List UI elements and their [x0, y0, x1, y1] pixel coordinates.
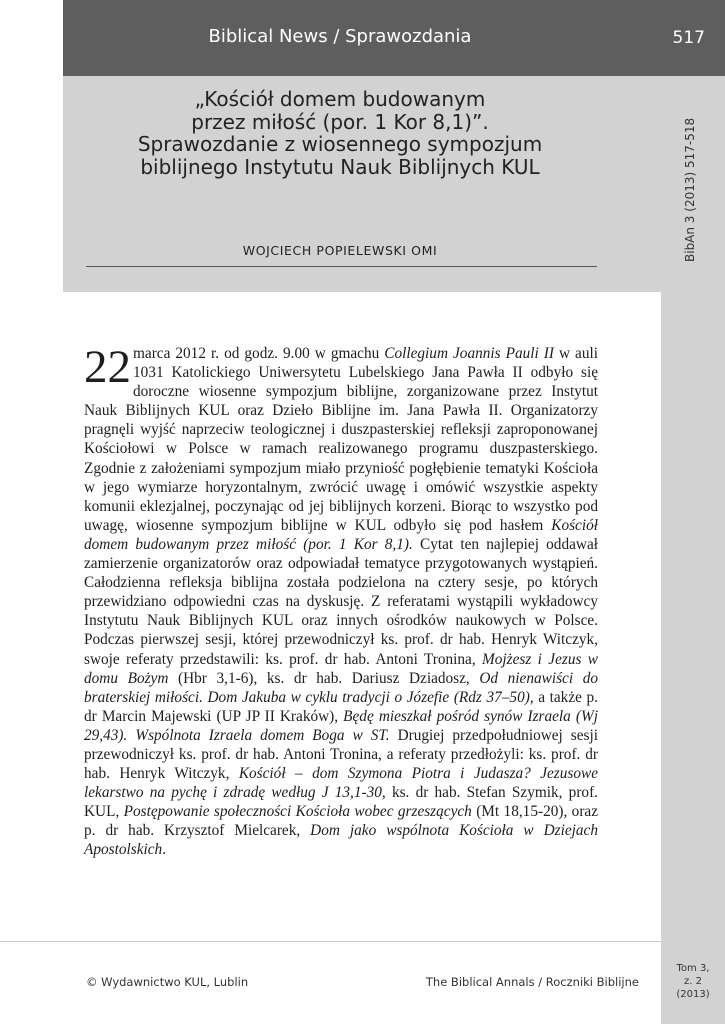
body-text-run: Cytat ten najlepiej oddawał zamierzenie organizatorów oraz odpowiadał tematyce przygotowanych wystąpień. Całodzienna refleksja biblijna została podzielona na cztery sesje, po których przewidziano odpowiedni czas na dyskusję. Z referatami wystąpili wykładowcy Instytutu Nauk Biblijnych KUL oraz innych ośrodków naukowych w Polsce. Podczas pierwszej sesji, której przewodniczył ks. prof. dr hab. Henryk Witczyk, swoje referaty przedstawili: ks. prof. dr hab. Antoni Tronina,	[84, 535, 598, 668]
title-line: przez miłość (por. 1 Kor 8,1)”.	[191, 109, 489, 134]
body-paragraph	[84, 341, 599, 860]
body-text-run: marca 2012 r. od godz. 9.00 w gmachu	[133, 345, 385, 362]
side-strip	[661, 292, 725, 1024]
issue-line: (2013)	[676, 989, 710, 1000]
footer-journal: The Biblical Annals / Roczniki Biblijne	[425, 975, 639, 989]
body-text-run: ks. dr hab. Stefan Szymik, prof. KUL,	[84, 784, 598, 821]
italic-text: Kościół domem budowanym przez miłość (por. 1 Kor 8,1).	[84, 516, 598, 553]
body-text-run: , a także p. dr Marcin Majewski (UP JP II Kraków),	[84, 688, 598, 725]
footer-divider	[0, 941, 661, 942]
italic-text: Collegium Joannis Pauli II	[384, 345, 554, 362]
italic-text: Postępowanie społeczności Kościoła wobec grzeszących	[123, 803, 472, 821]
article-author: WOJCIECH POPIELEWSKI OMI	[242, 243, 438, 258]
article-title	[63, 88, 617, 178]
title-divider	[86, 266, 597, 267]
footer-publisher: © Wydawnictwo KUL, Lublin	[86, 975, 249, 989]
italic-text: Od nienawiści do braterskiej miłości. Dom Jakuba w cyklu tradycji o Józefie (Rdz 37–50)	[84, 669, 598, 706]
body-text-run: (Hbr 3,1-6), ks. dr hab. Dariusz Dziadosz,	[168, 669, 480, 687]
italic-text: Będę mieszkał pośród synów Izraela (Wj 29,43). Wspólnota Izraela domem Boga w ST.	[84, 707, 598, 744]
italic-text: Mojżesz i Jezus w domu Bożym	[84, 650, 598, 687]
issue-line: z. 2	[684, 976, 702, 987]
italic-text: Dom jako wspólnota Kościoła w Dziejach Apostolskich	[84, 822, 598, 859]
issue-line: Tom 3,	[676, 963, 710, 974]
page-number: 517	[672, 28, 705, 48]
issue-info	[661, 962, 725, 1001]
title-line: „Kościół domem budowanym	[194, 87, 486, 111]
title-line: Sprawozdanie z wiosennego sympozjum	[137, 132, 543, 156]
side-citation: BibAn 3 (2013) 517-518	[683, 117, 697, 262]
body-text-run: (Mt 18,15-20), oraz p. dr hab. Krzysztof Mielcarek,	[84, 803, 599, 840]
drop-cap: 22	[84, 341, 131, 393]
italic-text: Kościół – dom Szymona Piotra i Judasza? Jezusowe lekarstwo na pychę i zdradę według J 13,1-30,	[84, 765, 598, 802]
article-body	[84, 341, 599, 860]
body-text-run: .	[162, 841, 167, 859]
section-title: Biblical News / Sprawozdania	[208, 26, 472, 47]
body-text-run: w auli 1031 Katolickiego Uniwersytetu Lubelskiego Jana Pawła II odbyło się doroczne wiosenne sympozjum biblijne, zorganizowane przez Instytut Nauk Biblijnych KUL oraz Dzieło Biblijne im. Jana Pawła II. Organizatorzy pragnęli wyjść naprzeciw teologicznej i duszpasterskiej refleksji zaproponowanej Kościołowi w Polsce w ramach realizowanego programu duszpasterskiego. Zgodnie z założeniami sympozjum miało przyniość pogłębienie tematyki Kościoła w jego wymiarze horyzontalnym, zwrócić uwagę i omówić wszystkie aspekty komunii eklezjalnej, poczynając od jej biblijnych korzeni. Biorąc to wszystko pod uwagę, wiosenne sympozjum biblijne w KUL odbyło się pod hasłem	[84, 345, 598, 534]
body-text-run: Drugiej przedpołudniowej sesji przewodniczył ks. prof. dr hab. Antoni Tronina, a referaty przedłożyli: ks. prof. dr hab. Henryk Witczyk,	[84, 726, 598, 783]
title-line: biblijnego Instytutu Nauk Biblijnych KUL	[140, 154, 540, 179]
